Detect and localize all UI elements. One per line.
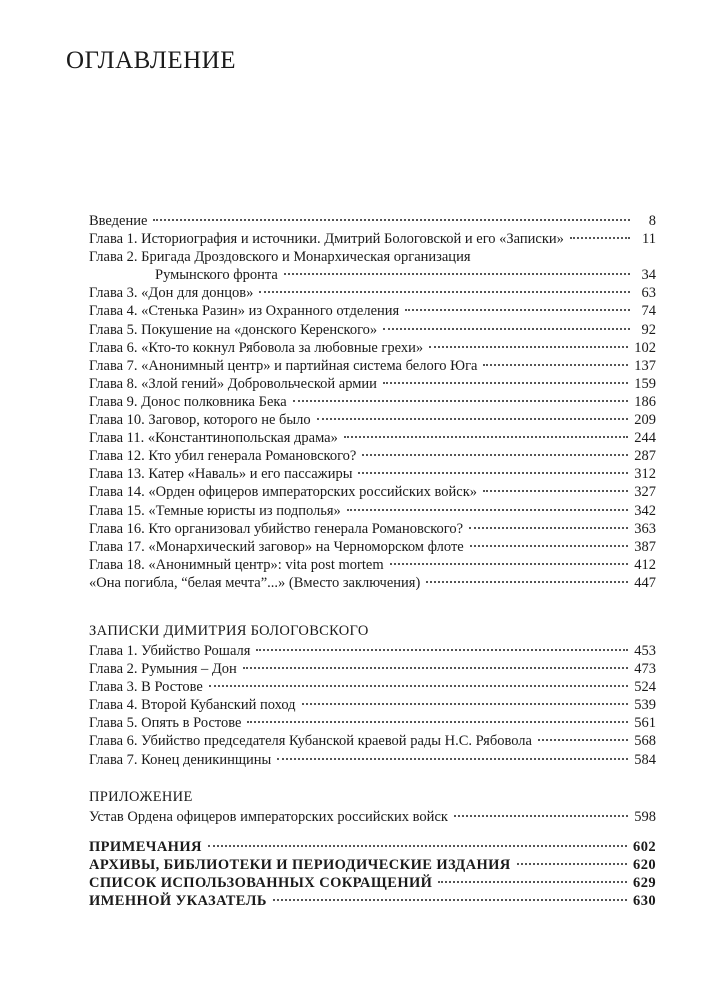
toc-entry-title: Глава 18. «Анонимный центр»: vita post mortem: [89, 556, 384, 573]
toc-appendix-section: [89, 786, 656, 826]
toc-entry-title: Глава 17. «Монархический заговор» на Черноморском флоте: [89, 538, 464, 555]
leader-dots: [383, 328, 630, 330]
toc-entry-page: 287: [634, 448, 656, 465]
toc-entry-title: СПИСОК ИСПОЛЬЗОВАННЫХ СОКРАЩЕНИЙ: [89, 875, 433, 892]
toc-entry-page: 453: [634, 643, 656, 659]
toc-entry-page: 568: [634, 733, 656, 750]
toc-entry-page: 8: [648, 213, 656, 229]
toc-entry[interactable]: [89, 284, 656, 302]
toc-entry-page: 630: [633, 893, 656, 910]
toc-entry-page: 312: [634, 466, 656, 483]
toc-entry-page: 342: [634, 502, 656, 519]
leader-dots: [362, 454, 628, 456]
section-heading[interactable]: ПРИЛОЖЕНИЕ: [89, 789, 193, 805]
leader-dots: [483, 364, 628, 366]
toc-entry-page: 74: [641, 303, 656, 320]
toc-entry-page: 327: [634, 484, 656, 501]
toc-entry-title: Глава 13. Катер «Наваль» и его пассажиры: [89, 466, 353, 483]
toc-entry-title: Глава 2. Румыния – Дон: [89, 661, 237, 678]
toc-entry-title: Глава 9. Донос полковника Бека: [89, 393, 287, 410]
toc-entry-title: ПРИМЕЧАНИЯ: [89, 839, 202, 855]
toc-entry-title: Глава 8. «Злой гений» Добровольческой армии: [89, 375, 377, 392]
toc-main-list: [89, 212, 656, 592]
toc-entry-page: 620: [633, 857, 656, 874]
toc-entry-title: Глава 2. Бригада Дроздовского и Монархическая организация: [89, 249, 471, 266]
leader-dots: [153, 219, 630, 221]
leader-dots: [284, 273, 630, 275]
toc-entry[interactable]: [89, 248, 656, 266]
section-heading[interactable]: ЗАПИСКИ ДИМИТРИЯ БОЛОГОВСКОГО: [89, 623, 369, 639]
toc-entry-page: 473: [634, 661, 656, 678]
leader-dots: [358, 472, 628, 474]
toc-entry-title: Глава 3. В Ростове: [89, 679, 203, 696]
leader-dots: [317, 418, 629, 420]
toc-entry[interactable]: [89, 808, 656, 826]
toc-entry[interactable]: [89, 678, 656, 696]
leader-dots: [390, 563, 629, 565]
toc-entry[interactable]: [89, 696, 656, 714]
toc-entry-title: Глава 1. Убийство Рошаля: [89, 643, 251, 659]
toc-entry-page: 387: [634, 538, 656, 555]
toc-entry-page: 159: [634, 375, 656, 392]
toc-entry[interactable]: [89, 375, 656, 393]
leader-dots: [405, 309, 630, 311]
leader-dots: [208, 845, 627, 847]
toc-entry-page: 244: [634, 430, 656, 447]
toc-entry-page: 584: [634, 751, 656, 768]
leader-dots: [570, 237, 630, 239]
toc-entry[interactable]: [89, 714, 656, 732]
leader-dots: [293, 400, 629, 402]
toc-entry[interactable]: [89, 574, 656, 592]
toc-entry[interactable]: [89, 520, 656, 538]
leader-dots: [469, 527, 628, 529]
toc-entry-page: 539: [634, 697, 656, 714]
toc-entry[interactable]: [89, 892, 656, 910]
toc-entry-page: 412: [634, 556, 656, 573]
toc-entry-page: 92: [641, 321, 656, 338]
leader-dots: [538, 739, 628, 741]
toc-entry-page: 629: [633, 875, 656, 892]
toc-entry-title: Глава 7. «Анонимный центр» и партийная система белого Юга: [89, 357, 478, 374]
leader-dots: [429, 346, 628, 348]
leader-dots: [256, 649, 628, 651]
toc-entry-page: 137: [634, 357, 656, 374]
toc-entry-page: 102: [634, 339, 656, 356]
toc-entry-page: 11: [642, 231, 656, 248]
toc-entry-title: Глава 7. Конец деникинщины: [89, 751, 272, 768]
toc-entry-page: 34: [641, 267, 656, 284]
toc-entry[interactable]: [89, 502, 656, 520]
toc-entry-page: 602: [633, 839, 656, 855]
toc-back-matter: [89, 838, 656, 910]
toc-entry-title: Введение: [89, 213, 148, 229]
toc-notes-section: [89, 620, 656, 769]
toc-entry[interactable]: [89, 447, 656, 465]
toc-entry[interactable]: [89, 357, 656, 375]
toc-entry[interactable]: [89, 556, 656, 574]
toc-entry-title: Глава 5. Опять в Ростове: [89, 715, 242, 732]
leader-dots: [344, 436, 628, 438]
toc-entry-page: 363: [634, 520, 656, 537]
toc-entry[interactable]: [89, 302, 656, 320]
toc-entry-title: Глава 6. Убийство председателя Кубанской краевой рады Н.С. Рябовола: [89, 733, 532, 750]
toc-entry[interactable]: [89, 393, 656, 411]
toc-entry-title: Глава 11. «Константинопольская драма»: [89, 430, 338, 447]
toc-entry-page: 561: [634, 715, 656, 732]
toc-entry-continuation[interactable]: [89, 266, 656, 284]
toc-entry[interactable]: [89, 230, 656, 248]
leader-dots: [247, 721, 628, 723]
leader-dots: [483, 490, 628, 492]
toc-entry[interactable]: [89, 212, 656, 230]
toc-entry-page: 186: [634, 393, 656, 410]
toc-entry-page: 447: [634, 574, 656, 591]
toc-entry-title: Устав Ордена офицеров императорских российских войск: [89, 809, 448, 825]
leader-dots: [470, 545, 629, 547]
leader-dots: [302, 703, 629, 705]
leader-dots: [273, 899, 627, 901]
toc-entry-title: Глава 14. «Орден офицеров императорских российских войск»: [89, 484, 478, 501]
toc-entry-title: АРХИВЫ, БИБЛИОТЕКИ И ПЕРИОДИЧЕСКИЕ ИЗДАНИЯ: [89, 857, 511, 874]
leader-dots: [209, 685, 628, 687]
toc-entry-page: 209: [634, 412, 656, 429]
toc-entry-page: 524: [634, 679, 656, 696]
leader-dots: [259, 291, 630, 293]
toc-entry[interactable]: [89, 732, 656, 750]
toc-entry[interactable]: [89, 856, 656, 874]
toc-entry[interactable]: [89, 838, 656, 856]
page-title: ОГЛАВЛЕНИЕ: [66, 46, 236, 74]
toc-entry-title: ИМЕННОЙ УКАЗАТЕЛЬ: [89, 893, 267, 910]
toc-entry-title: Глава 4. Второй Кубанский поход: [89, 697, 296, 714]
leader-dots: [517, 863, 627, 865]
toc-entry-title: Глава 1. Историография и источники. Дмитрий Бологовской и его «Записки»: [89, 231, 564, 248]
toc-entry[interactable]: [89, 642, 656, 660]
toc-entry-title: Глава 5. Покушение на «донского Керенского»: [89, 321, 378, 338]
toc-entry[interactable]: [89, 660, 656, 678]
toc-entry-title: «Она погибла, “белая мечта”...» (Вместо заключения): [89, 574, 421, 591]
toc-entry[interactable]: [89, 339, 656, 357]
toc-entry-title: Глава 12. Кто убил генерала Романовского?: [89, 448, 357, 465]
toc-entry-title: Румынского фронта: [155, 267, 278, 284]
toc-entry[interactable]: [89, 321, 656, 339]
leader-dots: [454, 815, 628, 817]
toc-entry[interactable]: [89, 751, 656, 769]
leader-dots: [383, 382, 628, 384]
toc-entry[interactable]: [89, 429, 656, 447]
toc-entry-title: Глава 16. Кто организовал убийство генерала Романовского?: [89, 520, 464, 537]
toc-entry-title: Глава 15. «Темные юристы из подполья»: [89, 502, 341, 519]
toc-entry-title: Глава 3. «Дон для донцов»: [89, 285, 254, 302]
toc-entry[interactable]: [89, 483, 656, 501]
toc-entry[interactable]: [89, 874, 656, 892]
toc-entry-title: Глава 10. Заговор, которого не было: [89, 412, 311, 429]
toc-entry-page: 598: [634, 809, 656, 825]
toc-entry[interactable]: [89, 411, 656, 429]
toc-entry-title: Глава 6. «Кто-то кокнул Рябовола за любовные грехи»: [89, 339, 424, 356]
toc-entry-title: Глава 4. «Стенька Разин» из Охранного отделения: [89, 303, 400, 320]
toc-entry[interactable]: [89, 465, 656, 483]
leader-dots: [243, 667, 628, 669]
toc-entry[interactable]: [89, 538, 656, 556]
leader-dots: [347, 509, 628, 511]
leader-dots: [277, 758, 628, 760]
leader-dots: [426, 581, 628, 583]
leader-dots: [438, 881, 627, 883]
toc-entry-page: 63: [641, 285, 656, 302]
